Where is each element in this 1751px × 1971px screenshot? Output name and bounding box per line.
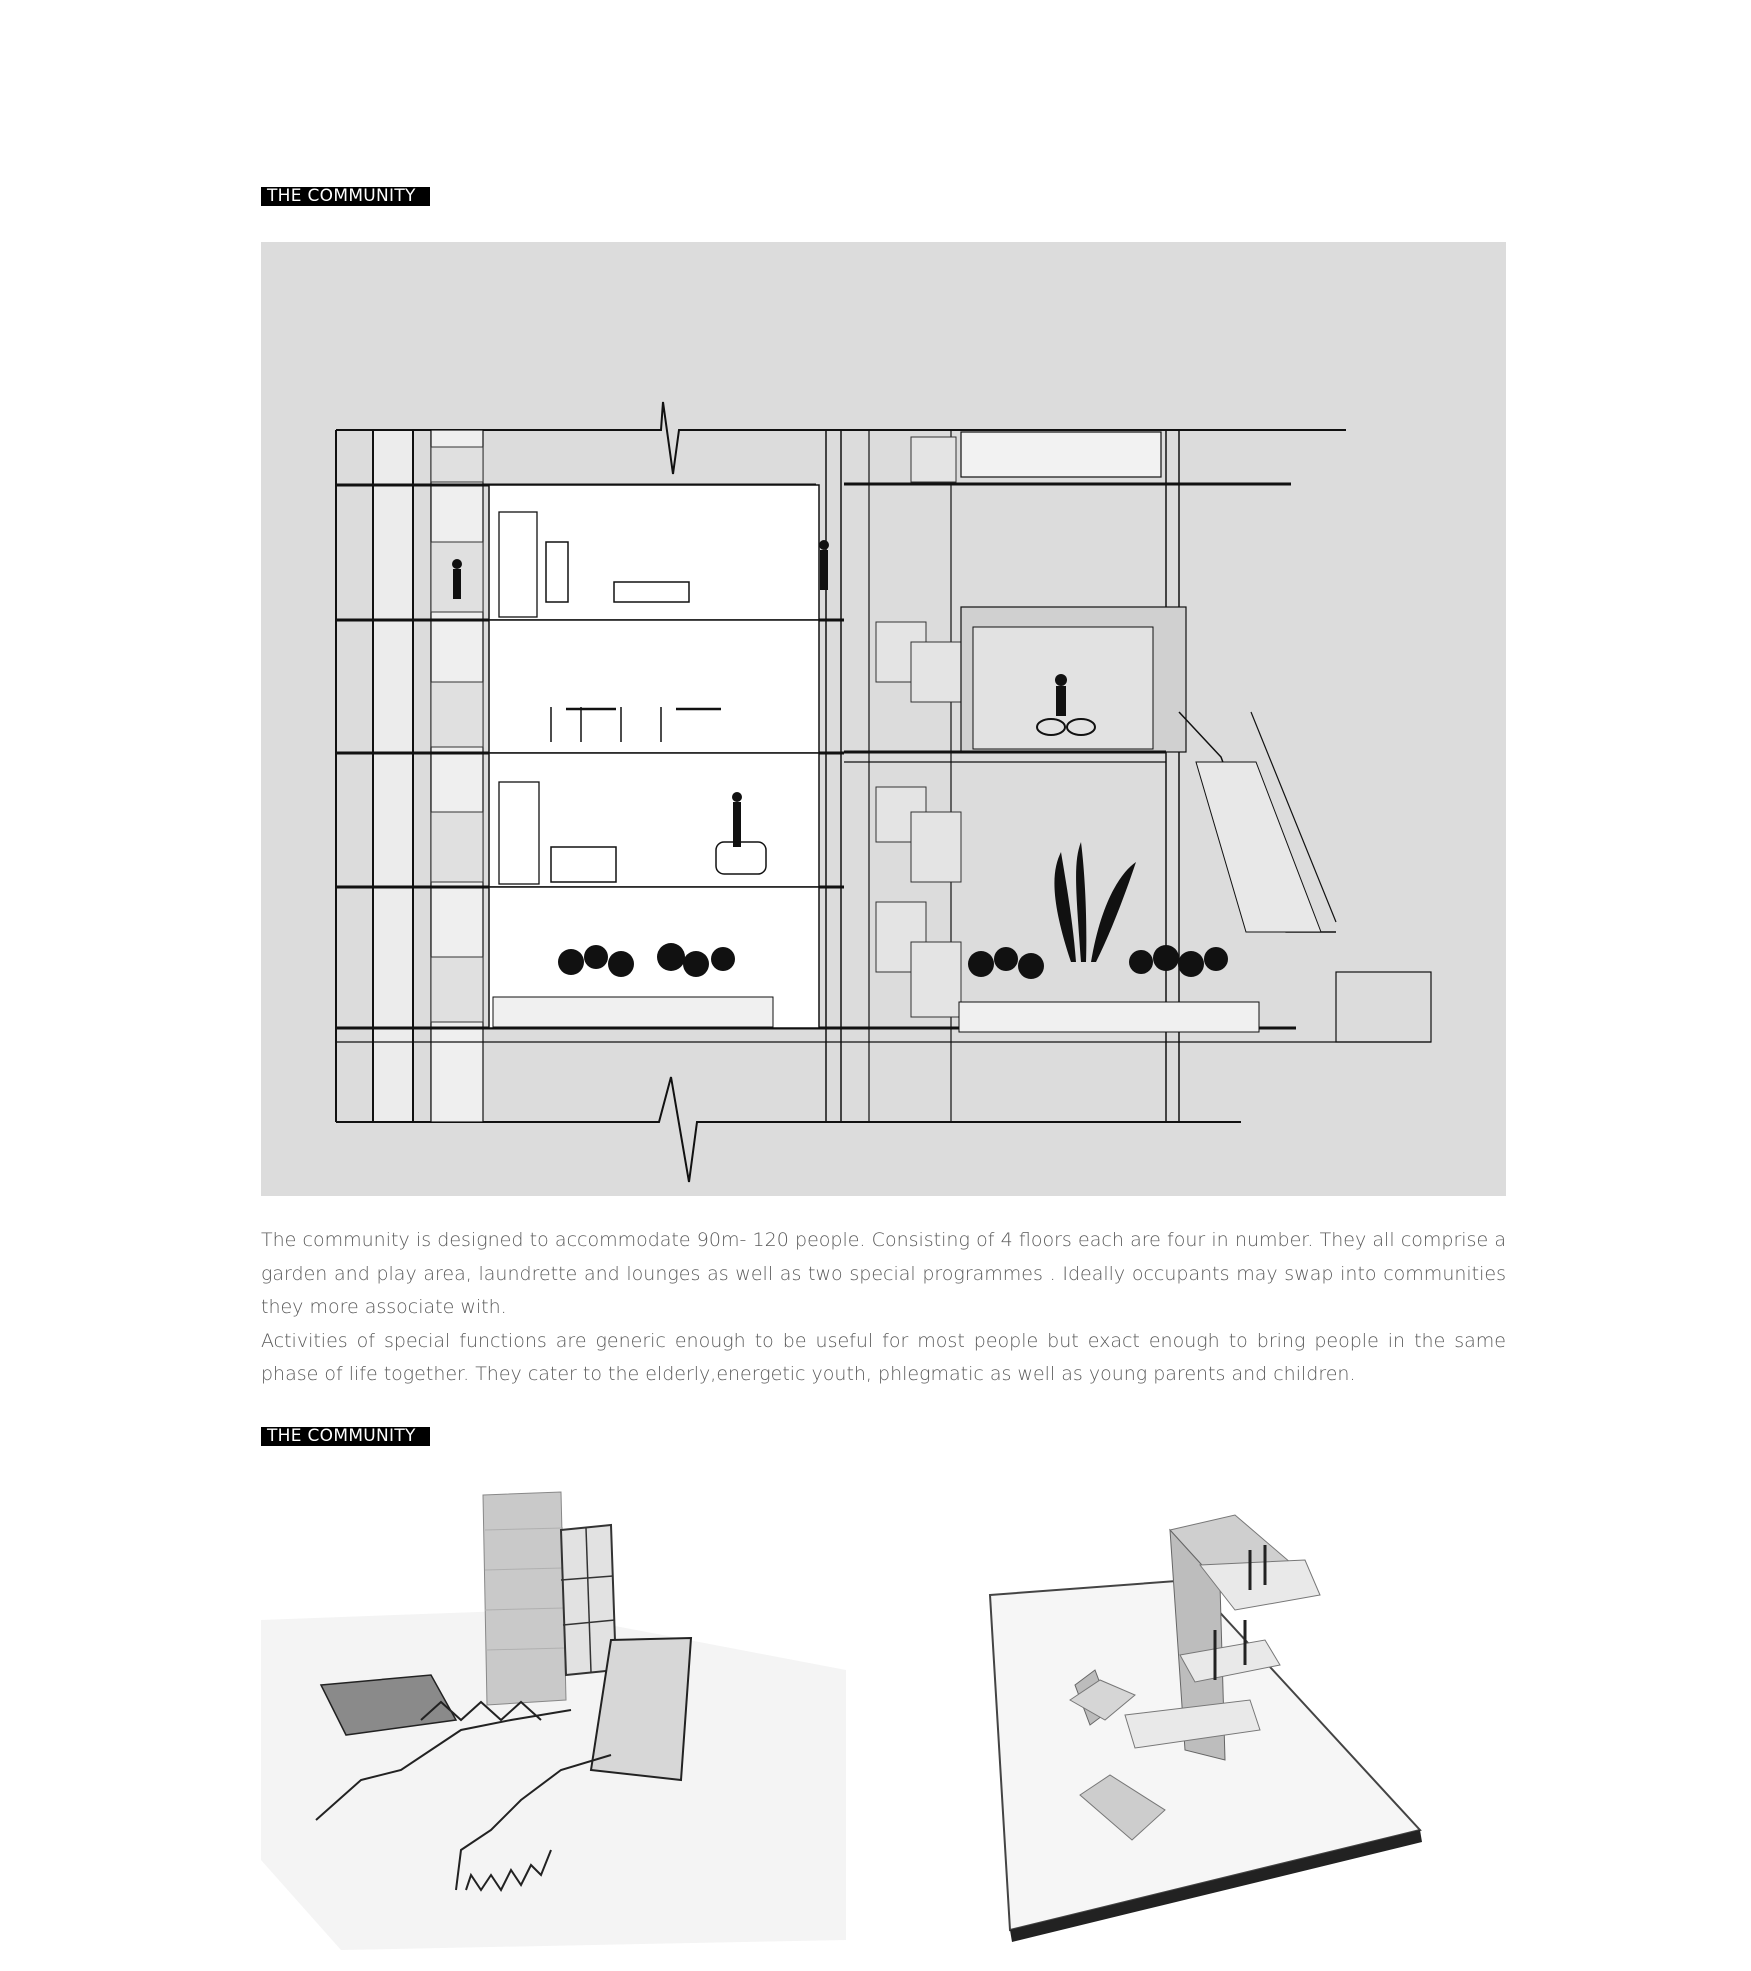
physical-model-photo-left — [261, 1470, 846, 1950]
model-right-illustration — [960, 1490, 1460, 1950]
section-heading-label: THE COMMUNITY — [261, 187, 430, 206]
models-heading-label: THE COMMUNITY — [261, 1427, 430, 1446]
description-text — [261, 1224, 1506, 1392]
description-paragraph-1: The community is designed to accommodate 90m- 120 people. Consisting of 4 floors each are four in number. They all comprise a garden and play area, laundrette and lounges as well as two special programmes . Ideally occupants may swap into communities they more associate with. — [261, 1229, 1506, 1318]
physical-model-photo-right — [960, 1490, 1460, 1950]
model-left-illustration — [261, 1470, 846, 1950]
description-paragraph-2: Activities of special functions are generic enough to be useful for most people but exact enough to bring people in the same phase of life together. They cater to the elderly,energetic youth, phlegmatic as well as young parents and children. — [261, 1329, 1506, 1385]
building-section-drawing — [261, 242, 1506, 1196]
section-drawing-svg — [261, 242, 1506, 1196]
